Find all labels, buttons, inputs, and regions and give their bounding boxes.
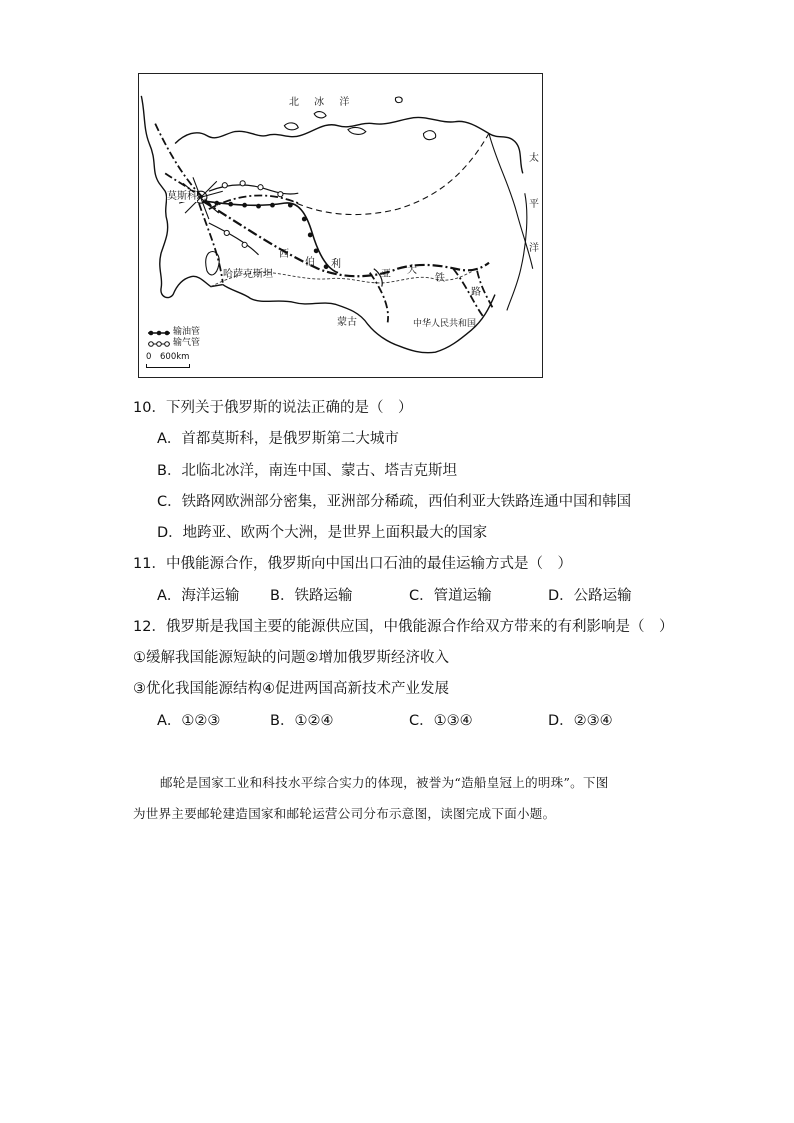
russia-map — [138, 73, 543, 378]
label-pacific-1: 太 — [529, 153, 539, 164]
question-11-option-d: D．公路运输 — [548, 588, 632, 604]
oil-pipeline-symbol — [147, 329, 171, 337]
label-rail-4: 亚 — [381, 269, 391, 280]
gas-pipeline-nodes — [222, 181, 283, 248]
railway-branch — [155, 124, 493, 323]
label-rail-7: 路 — [471, 287, 481, 298]
question-10-option-c: C．铁路网欧洲部分密集，亚洲部分稀疏，西伯利亚大铁路连通中国和韩国 — [157, 494, 632, 510]
oil-pipeline — [205, 201, 338, 273]
railway-trans-siberian — [203, 201, 489, 276]
question-10-option-a: A．首都莫斯科，是俄罗斯第二大城市 — [157, 431, 399, 447]
scale-zero: 0 — [146, 352, 152, 362]
label-moscow: 莫斯科 — [167, 191, 197, 202]
label-arctic-ocean: 北 冰 洋 — [289, 97, 356, 108]
label-pacific-3: 洋 — [529, 243, 539, 254]
legend-oil — [147, 327, 200, 338]
question-12-statement-2: ③优化我国能源结构④促进两国高新技术产业发展 — [133, 681, 449, 697]
label-pacific-2: 平 — [529, 199, 539, 210]
gas-pipeline — [209, 185, 298, 255]
question-12-option-c: C．①③④ — [409, 713, 473, 729]
label-rail-6: 铁 — [435, 273, 445, 284]
question-12-stem: 12．俄罗斯是我国主要的能源供应国，中俄能源合作给双方带来的有利影响是（ ） — [133, 619, 674, 635]
northern-route — [288, 130, 491, 215]
label-rail-3: 利 — [331, 259, 341, 270]
question-12-option-b: B．①②④ — [270, 713, 334, 729]
legend-oil-label: 输油管 — [173, 327, 201, 337]
scale-bar-line — [146, 364, 190, 368]
label-rail-2: 伯 — [305, 257, 315, 268]
coastline — [141, 96, 522, 353]
label-mongolia: 蒙古 — [337, 317, 357, 328]
label-rail-5: 大 — [407, 265, 417, 276]
question-12-statement-1: ①缓解我国能源短缺的问题②增加俄罗斯经济收入 — [133, 650, 449, 666]
gas-pipeline-symbol — [147, 340, 171, 348]
question-11-option-b: B．铁路运输 — [270, 588, 353, 604]
question-10-option-b: B．北临北冰洋，南连中国、蒙古、塔吉克斯坦 — [157, 463, 457, 479]
legend-gas-label: 输气管 — [173, 338, 201, 348]
label-china: 中华人民共和国 — [413, 319, 477, 329]
question-10-stem: 10．下列关于俄罗斯的说法正确的是（ ） — [133, 400, 413, 416]
legend-gas — [147, 338, 200, 349]
question-12-option-d: D．②③④ — [548, 713, 613, 729]
label-kazakhstan: 哈萨克斯坦 — [223, 269, 273, 280]
question-10-option-d: D．地跨亚、欧两个大洲，是世界上面积最大的国家 — [157, 525, 488, 541]
passage-line-2: 为世界主要邮轮建造国家和邮轮运营公司分布示意图，读图完成下面小题。 — [133, 806, 556, 821]
label-rail-1: 西 — [279, 249, 289, 260]
passage-line-1: 邮轮是国家工业和科技水平综合实力的体现，被誉为“造船皇冠上的明珠”。下图 — [160, 775, 609, 790]
question-11-stem: 11．中俄能源合作，俄罗斯向中国出口石油的最佳运输方式是（ ） — [133, 556, 572, 572]
question-12-option-a: A．①②③ — [157, 713, 221, 729]
question-11-option-c: C．管道运输 — [409, 588, 492, 604]
sakhalin — [507, 193, 527, 310]
question-11-option-a: A．海洋运输 — [157, 588, 240, 604]
scale-distance: 600km — [160, 352, 190, 362]
map-legend — [147, 327, 200, 349]
